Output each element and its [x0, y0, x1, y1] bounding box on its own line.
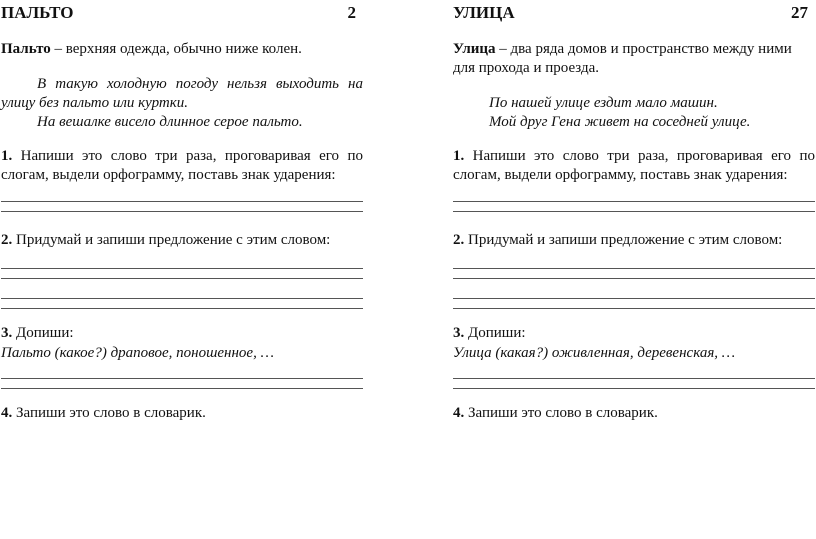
left-example-1: [1, 75, 363, 113]
left-task-3-answer-line-1[interactable]: [1, 378, 363, 379]
left-task-2: [1, 231, 363, 250]
left-task-2-text: Придумай и запиши предложение с этим словом:: [12, 232, 331, 248]
right-example-2: Мой друг Гена живет на соседней улице.: [489, 114, 751, 130]
right-word-title: УЛИЦА: [453, 3, 515, 22]
left-definition-text: – верхняя одежда, обычно ниже колен.: [50, 41, 302, 57]
left-task-1-number: 1.: [1, 148, 13, 164]
right-task-2: [453, 231, 815, 250]
left-task-3-answer-line-2[interactable]: [1, 388, 363, 389]
right-task-2-answer-line-2[interactable]: [453, 278, 815, 279]
right-task-2-answer-line-3[interactable]: [453, 298, 815, 299]
left-task-1-text: Напиши это слово три раза, проговаривая его по слогам, выдели орфограмму, поставь знак ударения:: [1, 148, 363, 183]
left-task-1: [1, 147, 363, 185]
right-example-1: По нашей улице ездит мало машин.: [489, 95, 718, 111]
right-task-1: [453, 147, 815, 185]
right-task-4: [453, 404, 815, 423]
left-task-3-text: Допиши:: [12, 325, 74, 341]
left-task-1-answer-line-2[interactable]: [1, 211, 363, 212]
right-task-3-prompt: Улица (какая?) оживленная, деревенская, …: [453, 345, 736, 361]
right-defined-word: Улица: [453, 41, 496, 57]
left-task-3: [1, 324, 363, 343]
left-task-2-number: 2.: [1, 232, 13, 248]
right-task-1-number: 1.: [453, 148, 465, 164]
right-definition-text: – два ряда домов и пространство между ними для прохода и проезда.: [453, 41, 792, 76]
right-task-1-answer-line-1[interactable]: [453, 201, 815, 202]
right-task-2-answer-line-4[interactable]: [453, 308, 815, 309]
right-task-1-answer-line-2[interactable]: [453, 211, 815, 212]
right-task-3-answer-line-2[interactable]: [453, 388, 815, 389]
left-task-4-text: Запиши это слово в словарик.: [12, 405, 206, 421]
left-example-1-line-2: улицу без пальто или куртки.: [1, 95, 189, 111]
right-page-number: 27: [791, 3, 808, 22]
left-definition: [1, 40, 363, 59]
right-task-1-text: Напиши это слово три раза, проговаривая его по слогам, выдели орфограмму, поставь знак ударения:: [453, 148, 815, 183]
left-task-4-number: 4.: [1, 405, 13, 421]
left-task-2-answer-line-3[interactable]: [1, 298, 363, 299]
right-task-3-text: Допиши:: [464, 325, 526, 341]
left-task-3-prompt: Пальто (какое?) драповое, поношенное, …: [1, 345, 274, 361]
left-example-2: На вешалке висело длинное серое пальто.: [37, 114, 303, 130]
left-header: [1, 3, 363, 25]
right-definition: [453, 40, 815, 78]
left-example-1-line-1: В такую холодную погоду нельзя выходить на: [37, 76, 363, 92]
left-task-3-number: 3.: [1, 325, 13, 341]
left-task-2-answer-line-4[interactable]: [1, 308, 363, 309]
left-word-title: ПАЛЬТО: [1, 3, 74, 22]
left-task-2-answer-line-2[interactable]: [1, 278, 363, 279]
right-task-3: [453, 324, 815, 343]
left-task-1-answer-line-1[interactable]: [1, 201, 363, 202]
right-task-4-number: 4.: [453, 405, 465, 421]
right-task-2-text: Придумай и запиши предложение с этим словом:: [464, 232, 783, 248]
right-task-2-answer-line-1[interactable]: [453, 268, 815, 269]
left-task-2-answer-line-1[interactable]: [1, 268, 363, 269]
left-task-4: [1, 404, 363, 423]
right-header: [453, 3, 815, 25]
left-defined-word: Пальто: [1, 41, 51, 57]
left-page-number: 2: [347, 3, 356, 22]
right-task-3-answer-line-1[interactable]: [453, 378, 815, 379]
right-task-4-text: Запиши это слово в словарик.: [464, 405, 658, 421]
right-task-3-number: 3.: [453, 325, 465, 341]
right-task-2-number: 2.: [453, 232, 465, 248]
